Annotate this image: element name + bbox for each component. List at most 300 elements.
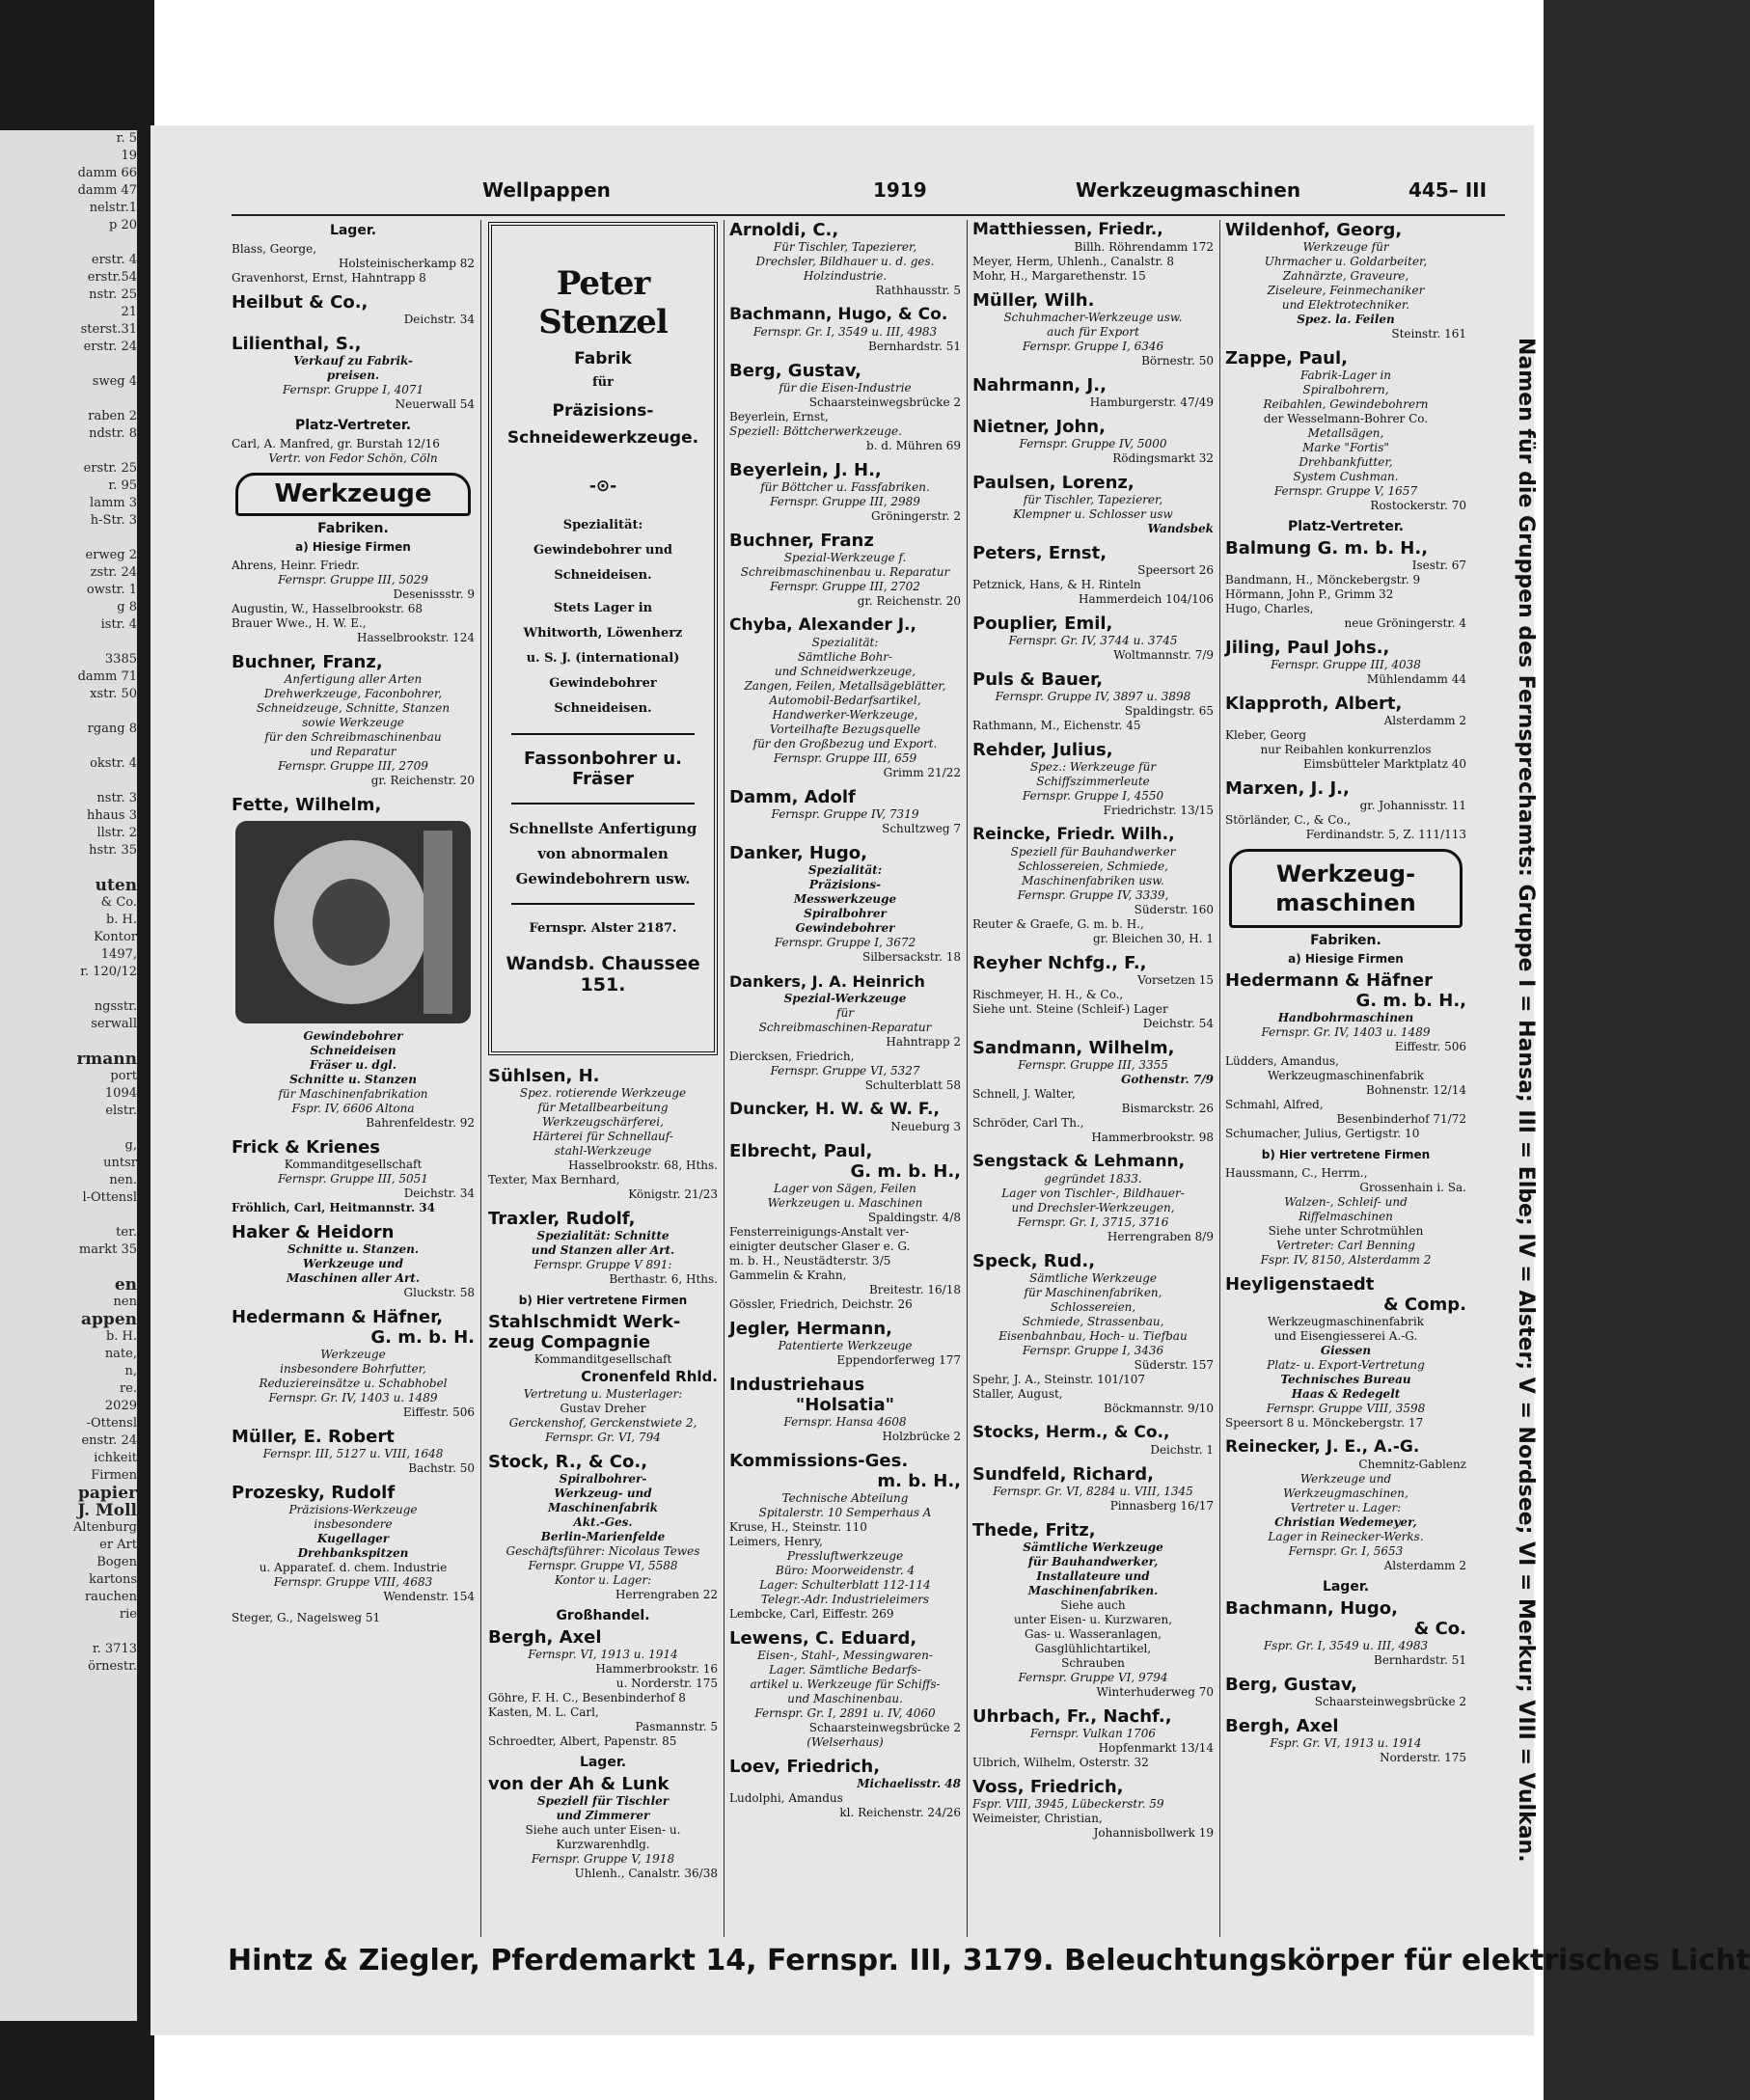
entry-line: Werkzeugmaschinenfabrik — [1268, 1315, 1424, 1328]
entry-line: u. Norderstr. 175 — [615, 1677, 718, 1690]
entry-name: Marxen, J. J., — [1225, 778, 1350, 799]
section-platz-vertreter: Platz-Vertreter. — [1287, 519, 1405, 534]
entry-line: Fernspr. Gruppe I, 4550 — [1022, 789, 1164, 803]
entry-name: Rehder, Julius, — [972, 740, 1113, 760]
entry-line: für den Schreibmaschinenbau — [264, 730, 442, 744]
entry-line: Siehe unt. Steine (Schleif-) Lager — [972, 1002, 1168, 1016]
entry-line: Drehbankfutter, — [1299, 455, 1393, 469]
section-fabriken: Fabriken. — [1310, 933, 1381, 948]
left-page-line — [2, 356, 137, 373]
advert-address: Wandsb. Chaussee 151. — [506, 953, 700, 995]
entry-name: Jiling, Paul Johs., — [1225, 638, 1390, 658]
entry-line: Schnitte u. Stanzen. — [287, 1242, 420, 1256]
left-page-line: Kontor — [94, 930, 137, 944]
entry-line: kl. Reichenstr. 24/26 — [839, 1806, 961, 1819]
category-box-werkzeugmaschinen: Werkzeug- maschinen — [1229, 849, 1463, 928]
entry-line: Handwerker-Werkzeuge, — [772, 708, 918, 722]
entry-balmung — [1225, 538, 1466, 631]
entry-name: Bergh, Axel — [488, 1627, 602, 1648]
entry-line: Bismarckstr. 26 — [1121, 1102, 1214, 1115]
entry-line: Schneidzeuge, Schnitte, Stanzen — [256, 701, 451, 715]
left-page-line — [2, 1120, 137, 1137]
left-page-line — [2, 1259, 137, 1276]
entry-thede — [972, 1520, 1214, 1700]
entry-line: Vertreter u. Lager: — [1290, 1501, 1402, 1514]
entry-line: Fernspr. Gruppe III, 2709 — [278, 759, 428, 773]
entry-line: Woltmannstr. 7/9 — [1113, 648, 1214, 662]
entry-name: Beyerlein, J. H., — [729, 460, 882, 480]
entry-line: Isestr. 67 — [1411, 559, 1466, 572]
entry-name: Stock, R., & Co., — [488, 1452, 648, 1472]
entry-line: Fernspr. Gr. I, 3715, 3716 — [1017, 1215, 1169, 1229]
page-header — [232, 178, 1505, 211]
entry-lilienthal — [232, 334, 475, 412]
entry-line: für Bauhandwerker, — [1027, 1555, 1159, 1568]
entry-stocks — [972, 1423, 1214, 1458]
entry-line: Verkauf zu Fabrik- — [293, 354, 413, 368]
entry-line: preisen. — [326, 368, 380, 382]
left-page-line: 3385 — [104, 652, 137, 667]
entry-line: Fernspr. Hansa 4608 — [783, 1415, 907, 1429]
entry-line: Staller, August, — [972, 1387, 1063, 1401]
entry-line: und Zimmerer — [556, 1809, 650, 1822]
left-page-line: papier — [77, 1484, 137, 1503]
entry-line: Fabrik-Lager in — [1299, 368, 1392, 382]
entry-line: Gewindebohrer — [303, 1029, 403, 1043]
entry-line: Speziell: Böttcherwerkzeuge. — [729, 424, 902, 438]
entry-line: Berthastr. 6, Hths. — [609, 1272, 718, 1286]
entry-berg — [1225, 1675, 1466, 1709]
entry-line: Kommanditgesellschaft — [533, 1352, 672, 1366]
left-page-line — [2, 859, 137, 877]
left-page-line: llstr. 2 — [96, 826, 137, 840]
entry-line: Michaelisstr. 48 — [857, 1777, 961, 1790]
left-page-line: 19 — [121, 149, 137, 163]
entry-line: Fernspr. Gr. VI, 794 — [545, 1431, 661, 1444]
entry-stock — [488, 1452, 718, 1602]
entry-lewens — [729, 1628, 961, 1750]
left-page-line: okstr. 4 — [90, 756, 137, 771]
entry-line: Fernspr. Gruppe III, 3355 — [1018, 1058, 1168, 1072]
entry-line: Fernspr. Gruppe III, 5029 — [278, 573, 428, 586]
entry-line: Neueburg 3 — [890, 1120, 961, 1133]
left-page-line — [2, 981, 137, 998]
entry-line: Werkzeuge und — [1299, 1472, 1392, 1486]
entry-line: insbesondere — [314, 1517, 393, 1531]
entry-holsatia — [729, 1375, 961, 1444]
left-page-line: nstr. 3 — [96, 791, 137, 805]
entry-danker — [729, 843, 961, 965]
entry-name: Berg, Gustav, — [729, 361, 861, 381]
entry-reinecker — [1225, 1437, 1466, 1573]
entry-line: Gasglühlichtartikel, — [1034, 1642, 1152, 1655]
left-page-line: r. 120/12 — [80, 965, 137, 979]
entry-line: Fernspr. Gruppe V, 1657 — [1273, 484, 1418, 498]
entry-berg — [729, 361, 961, 453]
entry-line: Diercksen, Friedrich, — [729, 1050, 855, 1063]
entry-line: Herrengraben 8/9 — [1107, 1230, 1214, 1243]
entry-line: Hamburgerstr. 47/49 — [1089, 395, 1214, 409]
left-page-line: rgang 8 — [87, 722, 137, 736]
entry-line: Desenissstr. 9 — [393, 587, 475, 601]
left-page-line — [2, 738, 137, 755]
entry-line: Bahrenfeldestr. 92 — [366, 1116, 475, 1130]
advert-rule — [511, 803, 695, 805]
entry-line: Schnitte u. Stanzen — [289, 1073, 417, 1086]
entry-line: Fernspr. Gruppe VI, 5327 — [770, 1064, 920, 1077]
entry-line: Fernspr. Gruppe VIII, 3598 — [1266, 1402, 1426, 1415]
entry-line: Fernspr. Gruppe I, 6346 — [1022, 340, 1164, 353]
entry-line: und Maschinenbau. — [787, 1692, 903, 1705]
advert-line: Gewindebohrern usw. — [515, 870, 691, 887]
advert-line: von abnormalen — [537, 845, 669, 862]
entry-line: Fernspr. III, 5127 u. VIII, 1648 — [262, 1447, 444, 1460]
left-page-line: 2029 — [104, 1399, 137, 1413]
entry-heilbut — [232, 292, 475, 327]
entry-steger: Steger, G., Nagelsweg 51 — [232, 1611, 381, 1624]
advert-line: Gewindebohrer und — [533, 543, 672, 558]
left-page-line: elstr. — [105, 1104, 137, 1118]
entry-line: Hasselbrookstr. 68, Hths. — [568, 1159, 718, 1172]
entry-name: Wildenhof, Georg, — [1225, 220, 1403, 240]
entry-line: Telegr.-Adr. Industrieleimers — [760, 1593, 930, 1606]
entry-line: Lembcke, Carl, Eiffestr. 269 — [729, 1607, 894, 1621]
entry-line: Vertr. von Fedor Schön, Cöln — [268, 451, 438, 465]
entry-line: Installateure und — [1036, 1569, 1150, 1583]
section-hiesige-firmen: a) Hiesige Firmen — [295, 540, 411, 554]
entry-name: Sühlsen, H. — [488, 1066, 600, 1086]
entry-line: Fspr. IV, 8150, Alsterdamm 2 — [1260, 1253, 1432, 1267]
entry-line: Eisenbahnbau, Hoch- u. Tiefbau — [998, 1329, 1188, 1343]
entry-line: Leimers, Henry, — [729, 1535, 823, 1548]
left-page-line: damm 47 — [77, 183, 137, 198]
entry-line: Fernspr. Gruppe VIII, 4683 — [273, 1575, 433, 1589]
entry-line: Maschinenfabriken usw. — [1022, 874, 1164, 887]
entry-line: der Wesselmann-Bohrer Co. — [1263, 412, 1429, 425]
entry-line: auch für Export — [1047, 325, 1139, 339]
entry-line: Hahntrapp 2 — [886, 1035, 961, 1049]
entry-line: Fernspr. Gruppe IV, 3897 u. 3898 — [995, 690, 1191, 703]
section-vertretene-firmen: b) Hier vertretene Firmen — [518, 1294, 688, 1307]
entry-sengstack — [972, 1152, 1214, 1244]
entry-line: Steinstr. 161 — [1391, 327, 1466, 341]
entry-name: Paulsen, Lorenz, — [972, 473, 1135, 493]
section-vertretene-firmen: b) Hier vertretene Firmen — [1261, 1148, 1431, 1161]
entry-line: System Cushman. — [1293, 470, 1399, 483]
entry-line: und Reparatur — [310, 745, 396, 758]
entry-name: Voss, Friedrich, — [972, 1777, 1124, 1797]
left-page-line: appen — [81, 1310, 137, 1329]
advert-line: Whitworth, Löwenherz — [523, 626, 683, 641]
entry-line: Schlossereien, — [1050, 1300, 1136, 1314]
entry-line: Schulterblatt 58 — [864, 1078, 961, 1092]
entry-line: Spiralbohrern, — [1302, 383, 1389, 396]
left-page-line: serwall — [91, 1017, 137, 1031]
entry-peters — [972, 543, 1214, 607]
entry-hedermann — [232, 1307, 475, 1420]
entry-name: Sundfeld, Richard, — [972, 1464, 1154, 1485]
left-page-line: raben 2 — [88, 409, 137, 423]
entry-line: Gothenstr. 7/9 — [1121, 1073, 1214, 1086]
entry-name: Heilbut & Co., — [232, 292, 369, 313]
left-page-line: en — [114, 1275, 137, 1295]
entry-arnoldi — [729, 220, 961, 298]
header-year: 1919 — [873, 178, 927, 202]
left-page-line: markt 35 — [78, 1242, 137, 1257]
section-lager: Lager. — [1322, 1579, 1370, 1595]
entry-line: Schmahl, Alfred, — [1225, 1098, 1324, 1111]
entry-line: für Maschinenfabrikation — [278, 1087, 428, 1101]
entry-line: Gravenhorst, Ernst, Hahntrapp 8 — [232, 271, 426, 285]
entry-line: Pinnasberg 16/17 — [1109, 1499, 1214, 1513]
entry-line: Besenbinderhof 71/72 — [1336, 1112, 1466, 1126]
entry-line: Ulbrich, Wilhelm, Osterstr. 32 — [972, 1756, 1149, 1769]
column-divider — [480, 220, 481, 1937]
entry-name: Hedermann & Häfner, — [232, 1307, 444, 1327]
entry-line: Lager in Reinecker-Werks. — [1268, 1530, 1424, 1543]
entry-line: Maschinen aller Art. — [286, 1271, 421, 1285]
entry-line: Für Tischler, Tapezierer, — [773, 240, 917, 254]
entry-name: Lewens, C. Eduard, — [729, 1628, 917, 1649]
entry-name: Müller, E. Robert — [232, 1427, 395, 1447]
entry-name: Stocks, Herm., & Co., — [972, 1423, 1170, 1442]
entry-line: Spez. la. Feilen — [1297, 313, 1395, 326]
entry-name: G. m. b. H., — [850, 1161, 961, 1182]
entry-line: Spezialität: — [811, 636, 879, 649]
entry-line: Schiffszimmerleute — [1036, 775, 1150, 788]
entry-line: Schumacher, Julius, Gertigstr. 10 — [1225, 1127, 1420, 1140]
advert-line: Gewindebohrer — [549, 676, 657, 691]
left-page-line: zstr. 24 — [90, 565, 137, 580]
entry-line: Gerckenshof, Gerckenstwiete 2, — [508, 1416, 697, 1430]
entry-line: Fernspr. Gruppe IV, 3339, — [1017, 888, 1169, 902]
entry-line: Riffelmaschinen — [1299, 1210, 1393, 1223]
entry-line: Fernspr. Gr. IV, 1403 u. 1489 — [1261, 1025, 1431, 1039]
entry-line: Fernspr. Gr. IV, 3744 u. 3745 — [1008, 634, 1178, 647]
entry-line: Hammerbrookstr. 98 — [1091, 1131, 1214, 1144]
column-divider — [967, 220, 968, 1937]
entry-line: Präzisions- — [808, 878, 882, 891]
entry-line: Siehe auch unter Eisen- u. — [525, 1823, 681, 1837]
advert-line: Schneideisen. — [554, 568, 652, 583]
column-5 — [1225, 220, 1466, 1937]
advert-line: Schneideisen. — [554, 701, 652, 716]
entry-line: für Metallbearbeitung — [537, 1101, 669, 1114]
entry-name: Bachmann, Hugo, — [1225, 1598, 1398, 1619]
entry-line: stahl-Werkzeuge — [554, 1144, 652, 1158]
entry-line: Fernspr. Vulkan 1706 — [1029, 1727, 1157, 1740]
left-page-line: damm 71 — [77, 669, 137, 684]
left-page-line: r. 5 — [116, 131, 137, 146]
advert-line: Stets Lager in — [553, 601, 653, 615]
entry-bachmann — [729, 305, 961, 354]
entry-line: Haussmann, C., Herrm., — [1225, 1166, 1368, 1180]
left-page-line: nen. — [109, 1173, 137, 1187]
entry-line: Fernspr. Gruppe III, 2989 — [770, 495, 920, 508]
entry-line: Gustav Dreher — [560, 1402, 646, 1415]
entry-line: einigter deutscher Glaser e. G. — [729, 1240, 911, 1253]
entry-name: Sengstack & Lehmann, — [972, 1152, 1186, 1171]
entry-hedermann-haefner — [1225, 970, 1466, 1141]
entry-matthiessen — [972, 220, 1214, 284]
entry-name: zeug Compagnie — [488, 1332, 651, 1352]
left-page-line: 21 — [121, 305, 137, 319]
entry-line: gr. Reichenstr. 20 — [370, 774, 475, 787]
left-page-line — [2, 443, 137, 460]
entry-line: Fernspr. VI, 1913 u. 1914 — [528, 1648, 678, 1661]
entry-line: Metallsägen, — [1307, 426, 1384, 440]
left-page-line: ndstr. 8 — [89, 426, 137, 441]
entry-name: Hedermann & Häfner — [1225, 970, 1433, 991]
entry-name: Kommissions-Ges. — [729, 1451, 909, 1471]
entry-name: Reyher Nchfg., F., — [972, 953, 1147, 973]
left-page-line: nelstr.1 — [89, 201, 137, 215]
entry-jegler — [729, 1319, 961, 1368]
entry-line: Eiffestr. 506 — [1394, 1040, 1466, 1053]
entry-name: Haker & Heidorn — [232, 1222, 395, 1242]
entry-name: Arnoldi, C., — [729, 220, 839, 240]
entry-line: Werkzeugschärferei, — [542, 1115, 664, 1129]
entry-line: Fspr. VIII, 3945, Lübeckerstr. 59 — [972, 1797, 1164, 1811]
left-page-line: xstr. 50 — [90, 687, 137, 701]
entry-line: Reduziereinsätze u. Schabhobel — [259, 1377, 448, 1390]
entry-buchner — [729, 531, 961, 609]
entry-line: Ferdinandstr. 5, Z. 111/113 — [1305, 828, 1466, 841]
advert-peter-stenzel — [488, 222, 718, 1055]
entry-line: Spez. rotierende Werkzeuge — [519, 1086, 687, 1100]
left-page-line: sweg 4 — [92, 374, 137, 389]
advert-line: für — [592, 375, 614, 390]
entry-line: Fensterreinigungs-Anstalt ver- — [729, 1225, 910, 1239]
entry-name: Stahlschmidt Werk- — [488, 1312, 681, 1332]
entry-fette — [232, 795, 475, 1131]
entry-line: Mühlendamm 44 — [1366, 672, 1466, 686]
entry-line: Fernspr. Gruppe IV, 7319 — [771, 807, 919, 821]
entry-line: neue Gröningerstr. 4 — [1344, 616, 1466, 630]
entry-line: Sämtliche Bohr- — [797, 650, 893, 664]
entry-name: Fette, Wilhelm, — [232, 795, 382, 815]
left-page-line: istr. 4 — [100, 617, 137, 632]
ornament: -⊙- — [588, 477, 617, 496]
header-rule — [232, 214, 1505, 216]
entry-name: Müller, Wilh. — [972, 290, 1095, 311]
entry-line: Werkzeugmaschinenfabrik — [1268, 1069, 1424, 1082]
entry-line: Börnestr. 50 — [1141, 354, 1214, 368]
entry-name: Uhrbach, Fr., Nachf., — [972, 1706, 1172, 1727]
entry-line: Rödingsmarkt 32 — [1112, 451, 1214, 465]
entry-line: Fernspr. Gruppe III, 4038 — [1271, 658, 1421, 671]
entry-name: Danker, Hugo, — [729, 843, 867, 863]
entry-line: Königstr. 21/23 — [628, 1187, 718, 1201]
entry-name: & Comp. — [1382, 1295, 1466, 1315]
left-page-line: ter. — [116, 1225, 137, 1240]
entry-sandmann — [972, 1038, 1214, 1145]
left-page-line: g 8 — [117, 600, 137, 614]
left-page-line — [2, 1033, 137, 1050]
entry-line: Grossenhain i. Sa. — [1359, 1181, 1466, 1194]
entry-line: u. Apparatef. d. chem. Industrie — [259, 1561, 448, 1574]
entry-line: Rischmeyer, H. H., & Co., — [972, 988, 1124, 1001]
entry-line: Gewindebohrer — [795, 921, 895, 935]
entry-carl — [232, 437, 475, 466]
entry-line: und Stanzen aller Art. — [531, 1243, 675, 1257]
entry-wildenhof — [1225, 220, 1466, 341]
entry-line: Eiffestr. 506 — [402, 1405, 475, 1419]
entry-mueller — [232, 1427, 475, 1476]
entry-line: Schroedter, Albert, Papenstr. 85 — [488, 1734, 677, 1748]
entry-pouplier — [972, 614, 1214, 663]
entry-name: Traxler, Rudolf, — [488, 1209, 636, 1229]
entry-line: Werkzeugen u. Maschinen — [767, 1196, 923, 1210]
entry-name: Sandmann, Wilhelm, — [972, 1038, 1175, 1058]
entry-name: Reincke, Friedr. Wilh., — [972, 825, 1175, 844]
entry-dankers — [729, 971, 961, 1093]
entry-nahrmann — [972, 375, 1214, 410]
left-page-line: enstr. 24 — [81, 1433, 137, 1448]
left-page-line: Altenburg — [72, 1520, 137, 1535]
entry-line: für Maschinenfabriken, — [1024, 1286, 1162, 1299]
column-3 — [729, 220, 961, 1937]
entry-line: Ziseleure, Feinmechaniker — [1267, 284, 1425, 297]
entry-line: Lager von Tischler-, Bildhauer- — [1001, 1186, 1185, 1200]
left-page-line: nate, — [104, 1347, 137, 1361]
entry-buchner — [232, 652, 475, 788]
entry-name: Lilienthal, S., — [232, 334, 362, 354]
left-page-line: rie — [119, 1607, 137, 1622]
entry-line: unter Eisen- u. Kurzwaren, — [1013, 1613, 1173, 1626]
advert-line: u. S. J. (international) — [526, 651, 680, 666]
entry-line: Maschinenfabrik — [547, 1501, 658, 1514]
entry-name: Nahrmann, J., — [972, 375, 1107, 395]
entry-line: Spez.: Werkzeuge für — [1029, 760, 1157, 774]
entry-line: b. d. Mühren 69 — [865, 439, 961, 452]
entry-chyba — [729, 615, 961, 780]
entry-duncker — [729, 1100, 961, 1134]
left-page-line: uten — [95, 876, 137, 895]
entry-line: Speersort 8 u. Mönckebergstr. 17 — [1225, 1416, 1424, 1430]
entry-line: Christian Wedemeyer, — [1274, 1515, 1417, 1529]
entry-line: Patentierte Werkzeuge — [778, 1339, 913, 1352]
entry-line: Schlossereien, Schmiede, — [1018, 859, 1168, 873]
left-page-line — [2, 703, 137, 721]
entry-line: Spaldingstr. 4/8 — [867, 1211, 961, 1224]
entry-line: Eisen-, Stahl-, Messingwaren- — [757, 1649, 933, 1662]
entry-line: Fernspr. Gruppe I, 3672 — [774, 936, 916, 949]
entry-name: Industriehaus — [729, 1375, 865, 1395]
entry-line: Hörmann, John P., Grimm 32 — [1225, 587, 1394, 601]
entry-line: Fernspr. Gr. I, 5653 — [1288, 1544, 1404, 1558]
entry-line: Fräser u. dgl. — [310, 1058, 396, 1072]
entry-name: Matthiessen, Friedr., — [972, 220, 1163, 239]
entry-name: Buchner, Franz — [729, 531, 874, 551]
entry-line: Werkzeugmaschinen, — [1283, 1486, 1408, 1500]
entry-line: Norderstr. 175 — [1380, 1751, 1466, 1764]
entry-line: für Böttcher u. Fassfabriken. — [760, 480, 930, 494]
entry-line: Lager: Schulterblatt 112-114 — [759, 1578, 931, 1592]
left-page-line: nen — [113, 1295, 137, 1309]
entry-line: Hammerdeich 104/106 — [1079, 592, 1214, 606]
entry-line: Uhlenh., Canalstr. 36/38 — [574, 1867, 718, 1880]
entry-line: gr. Johannisstr. 11 — [1359, 799, 1466, 812]
entry-line: Vorteilhafte Bezugsquelle — [769, 723, 921, 736]
advert-rule — [511, 903, 695, 905]
left-page-line: sterst.31 — [80, 322, 137, 337]
entry-line: Fernspr. Gr. IV, 1403 u. 1489 — [268, 1391, 438, 1405]
entry-line: Beyerlein, Ernst, — [729, 410, 829, 423]
entry-line: Weimeister, Christian, — [972, 1812, 1103, 1825]
entry-loev — [729, 1757, 961, 1820]
entry-name: m. b. H., — [877, 1471, 961, 1491]
